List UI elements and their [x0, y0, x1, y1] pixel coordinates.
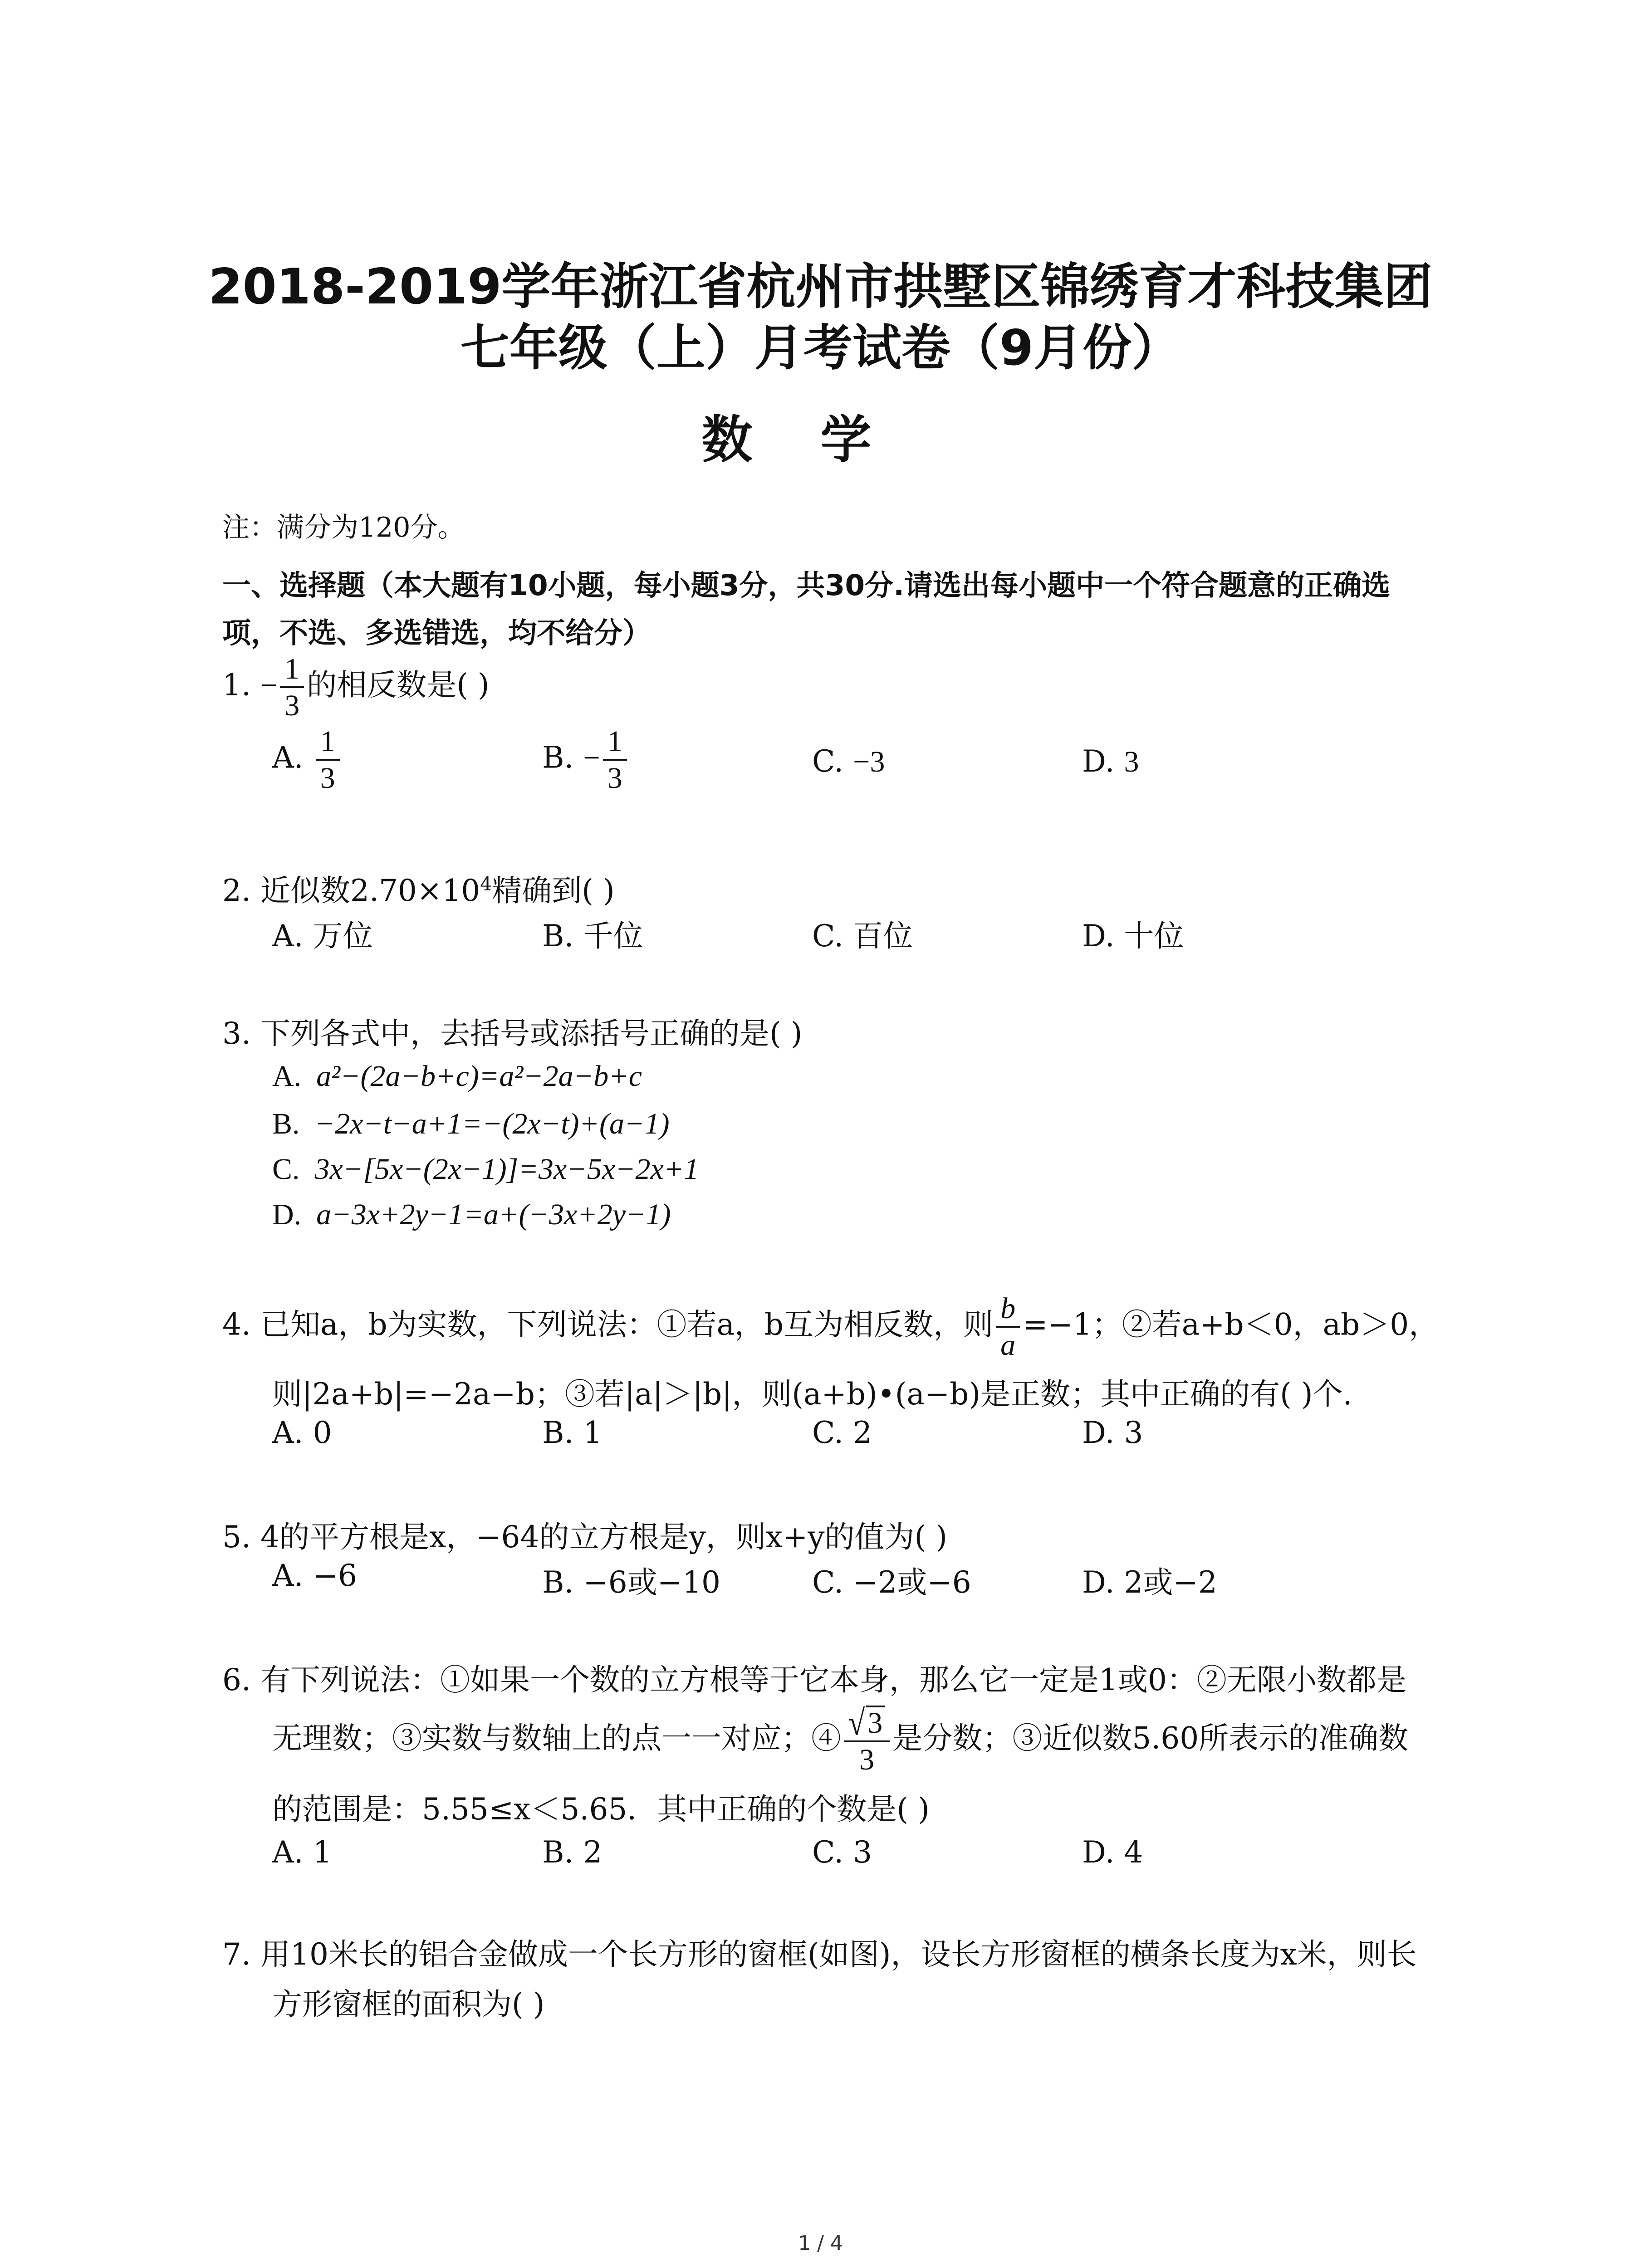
option-c: C. −2或−6 — [812, 1565, 971, 1600]
question-6-line-2: 无理数；③实数与数轴上的点一一对应；④ $\frac{√3}{3}$ 是分数；③近似数5.60所表示的准确数 — [272, 1703, 1409, 1777]
option-c: C. 3 — [812, 1835, 872, 1870]
question-1-stem — [222, 653, 490, 722]
exam-title-line-1: 2018-2019学年浙江省杭州市拱墅区锦绣育才科技集团 — [208, 259, 1433, 315]
question-6-line-3: 的范围是：5.55≤x＜5.65．其中正确的个数是( ) — [272, 1792, 930, 1827]
question-3-stem: 3. 下列各式中，去括号或添括号正确的是( ) — [222, 1016, 803, 1051]
option-c: C. −3 — [812, 744, 885, 779]
score-note: 注：满分为120分。 — [222, 512, 465, 543]
option-c: C. 3x−[5x−(2x−1)]=3x−5x−2x+1 — [272, 1153, 699, 1186]
subject-title: 数学 — [701, 411, 940, 469]
sqrt-fraction: $\frac{√3}{3}$ — [844, 1706, 890, 1776]
option-b: B. 2 — [542, 1835, 603, 1870]
option-d: D. 3 — [1082, 744, 1139, 779]
option-a: A. a²−(2a−b+c)=a²−2a−b+c — [272, 1060, 642, 1093]
fraction: $\frac{1}{3}$ — [603, 726, 627, 794]
option-b: B. −6或−10 — [542, 1565, 721, 1600]
question-4-line-1: 4. 已知a，b为实数，下列说法：①若a，b互为相反数，则 $\frac{b}{a}$ =−1；②若a+b＜0，ab＞0， — [222, 1292, 1439, 1362]
fraction: $\frac{1}{3}$ — [280, 653, 304, 722]
option-d: D. a−3x+2y−1=a+(−3x+2y−1) — [272, 1198, 671, 1231]
option-b: B. 千位 — [542, 919, 643, 953]
question-5-stem: 5. 4的平方根是x，−64的立方根是y，则x+y的值为( ) — [222, 1520, 948, 1554]
option-d: D. 4 — [1082, 1835, 1143, 1870]
option-b: B. −2x−t−a+1=−(2x−t)+(a−1) — [272, 1107, 670, 1140]
option-a: A. 0 — [272, 1415, 332, 1450]
section-heading-line-2: 项，不选、多选错选，均不给分） — [222, 616, 651, 650]
question-7-line-2: 方形窗框的面积为( ) — [272, 1987, 545, 2022]
exam-title-line-2: 七年级（上）月考试卷（9月份） — [460, 320, 1181, 376]
option-a: A. 万位 — [272, 919, 373, 953]
question-7-line-1: 7. 用10米长的铝合金做成一个长方形的窗框(如图)，设长方形窗框的横条长度为x米，则长 — [222, 1937, 1417, 1972]
option-c: C. 百位 — [812, 919, 913, 953]
option-a: A. −6 — [272, 1558, 357, 1593]
question-6-line-1: 6. 有下列说法：①如果一个数的立方根等于它本身，那么它一定是1或0：②无限小数都是 — [222, 1662, 1406, 1697]
question-number: 1. — [222, 667, 251, 703]
question-text: 的相反数是( ) — [307, 667, 490, 703]
option-d: D. 3 — [1082, 1415, 1143, 1450]
option-a: A. 1 — [272, 1835, 332, 1870]
section-heading-line-1: 一、选择题（本大题有10小题，每小题3分，共30分.请选出每小题中一个符合题意的正确选 — [222, 569, 1391, 602]
option-d: D. 2或−2 — [1082, 1565, 1217, 1600]
question-2-stem: 2. 近似数$2.70\times 10^4$精确到( ) — [222, 873, 615, 908]
fraction: $\frac{b}{a}$ — [996, 1293, 1020, 1361]
page-number: 1 / 4 — [798, 2232, 843, 2255]
fraction: $\frac{1}{3}$ — [316, 726, 340, 794]
question-4-line-2: 则|2a+b|=−2a−b；③若|a|＞|b|，则(a+b)•(a−b)是正数；其中正确的有( )个. — [272, 1377, 1352, 1412]
option-b: B. − $\frac{1}{3}$ — [542, 726, 630, 794]
minus-sign: − — [260, 669, 278, 702]
option-b: B. 1 — [542, 1415, 603, 1450]
option-a: A. $\frac{1}{3}$ — [272, 726, 343, 794]
option-d: D. 十位 — [1082, 919, 1184, 953]
option-c: C. 2 — [812, 1415, 872, 1450]
